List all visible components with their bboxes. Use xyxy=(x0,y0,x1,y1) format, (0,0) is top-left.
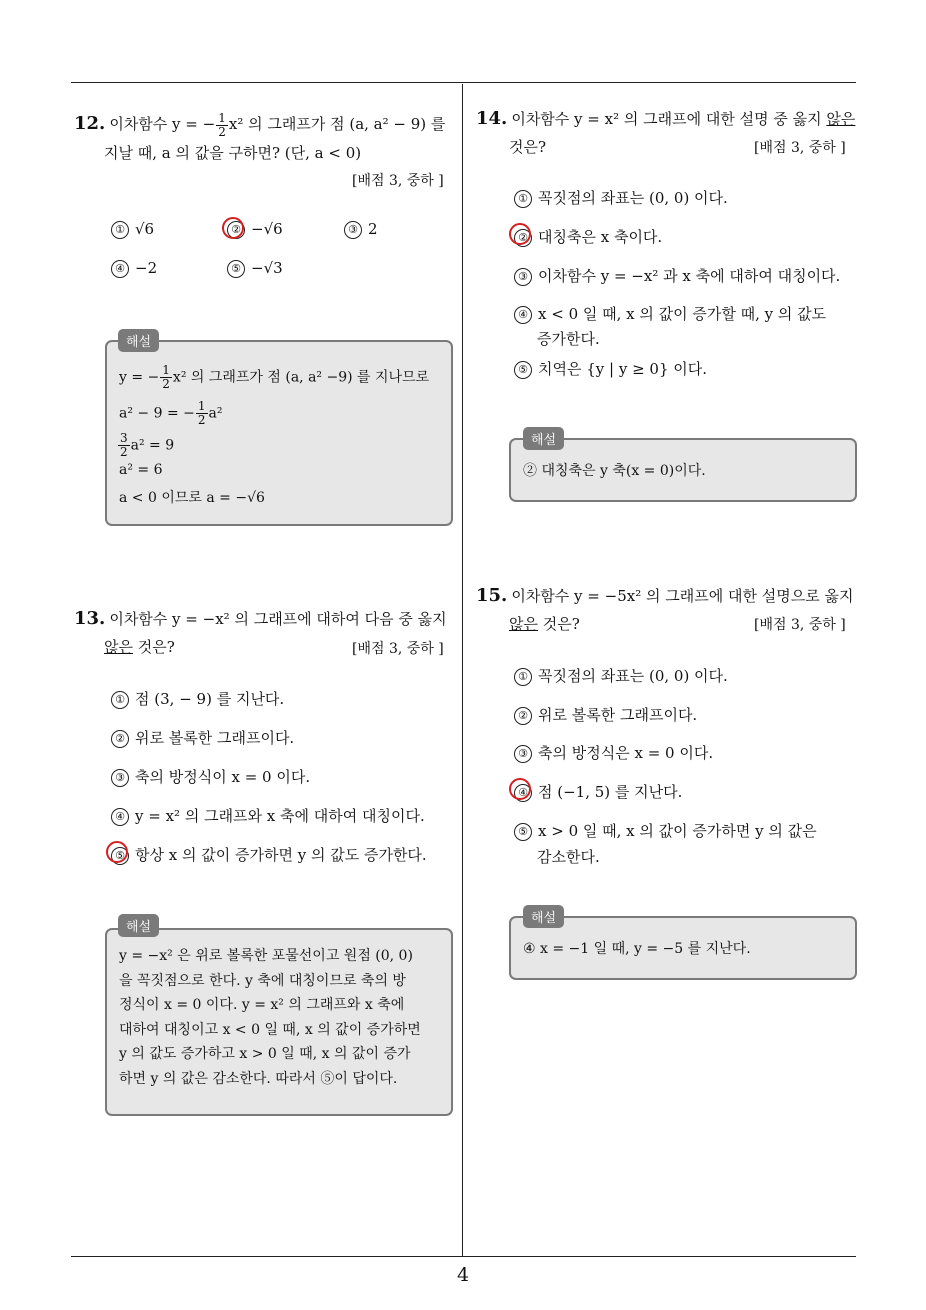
option-number: ① xyxy=(111,221,129,239)
option-number: ④ xyxy=(514,306,532,324)
option-number: ③ xyxy=(514,268,532,286)
q13-stem-2 xyxy=(104,633,175,661)
q14-option-4[interactable] xyxy=(514,303,826,324)
option-number: ③ xyxy=(514,745,532,763)
answer-mark xyxy=(222,217,244,239)
q14-number: 14. xyxy=(476,108,508,129)
solution-line: 하면 y 의 값은 감소한다. 따라서 ⑤이 답이다. xyxy=(119,1070,398,1087)
q12-stem-2: 지날 때, a 의 값을 구하면? (단, a < 0) xyxy=(104,144,362,162)
solution-line: 을 꼭짓점으로 한다. y 축에 대칭이므로 축의 방 xyxy=(119,972,406,989)
q12-option-5[interactable] xyxy=(227,259,283,278)
option-number: ① xyxy=(514,190,532,208)
sol-line-1 xyxy=(119,364,429,391)
option-text: 축의 방정식은 x = 0 이다. xyxy=(538,744,714,762)
option-number: ② xyxy=(514,229,532,247)
sol-text: a² − 9 = − xyxy=(119,405,195,422)
option-text: 2 xyxy=(368,220,378,238)
option-text: 점 (3, − 9) 를 지난다. xyxy=(135,690,285,708)
option-text: 위로 볼록한 그래프이다. xyxy=(538,706,698,724)
solution-line: y 의 값도 증가하고 x > 0 일 때, x 의 값이 증가 xyxy=(119,1046,411,1062)
q13-option-5[interactable] xyxy=(111,844,427,865)
q13-number: 13. xyxy=(74,608,106,629)
q13-text-b: 것은? xyxy=(132,638,175,656)
answer-mark xyxy=(509,223,531,245)
q14-option-5[interactable] xyxy=(514,358,707,379)
q15-number: 15. xyxy=(476,585,508,606)
q15-option-1[interactable] xyxy=(514,665,728,686)
answer-mark xyxy=(106,841,128,863)
option-number: ⑤ xyxy=(514,361,532,379)
option-text: 꼭짓점의 좌표는 (0, 0) 이다. xyxy=(538,189,728,207)
frac-den: 2 xyxy=(162,377,170,391)
option-text: 대칭축은 x 축이다. xyxy=(538,228,663,246)
underline-text: 않은 xyxy=(509,615,538,633)
q15-text-b: 것은? xyxy=(537,615,580,633)
q14-score: [배점 3, 중하 ] xyxy=(754,140,846,156)
frac-den: 2 xyxy=(120,445,128,459)
column-divider xyxy=(462,84,463,1256)
q14-text-a: 이차함수 y = x² 의 그래프에 대한 설명 중 옳지 xyxy=(511,110,822,128)
option-number: ④ xyxy=(111,260,129,278)
q13-solution-tag: 해설 xyxy=(118,914,159,937)
sol-fraction xyxy=(196,400,208,427)
q12-option-3[interactable] xyxy=(344,220,378,239)
top-rule xyxy=(71,82,856,83)
option-text: 축의 방정식이 x = 0 이다. xyxy=(135,768,311,786)
frac-den: 2 xyxy=(197,413,206,427)
frac-num: 3 xyxy=(120,431,128,445)
option-number: ① xyxy=(514,668,532,686)
sol-text: a² xyxy=(208,405,223,422)
solution-line: y = −x² 은 위로 볼록한 포물선이고 원점 (0, 0) xyxy=(119,948,413,964)
option-number: ③ xyxy=(111,769,129,787)
q15-solution-text: ④ x = −1 일 때, y = −5 를 지난다. xyxy=(523,941,751,957)
q14-solution-text: ② 대칭축은 y 축(x = 0)이다. xyxy=(523,463,706,479)
q15-solution-tag: 해설 xyxy=(523,905,564,928)
option-text: 꼭짓점의 좌표는 (0, 0) 이다. xyxy=(538,667,728,685)
q13-score: [배점 3, 중하 ] xyxy=(352,641,444,657)
sol-fraction xyxy=(118,432,130,459)
frac-den: 2 xyxy=(218,124,226,139)
sol-line-4: a² = 6 xyxy=(119,462,163,478)
q15-text-a: 이차함수 y = −5x² 의 그래프에 대한 설명으로 옳지 xyxy=(511,587,854,605)
underline-text: 않은 xyxy=(104,638,133,656)
q12-solution-tag: 해설 xyxy=(118,329,159,352)
q15-score: [배점 3, 중하 ] xyxy=(754,617,846,633)
solution-line: 정식이 x = 0 이다. y = x² 의 그래프와 x 축에 xyxy=(119,997,405,1013)
q13-option-3[interactable] xyxy=(111,766,310,787)
q15-option-2[interactable] xyxy=(514,704,697,725)
q13-solution-text xyxy=(119,944,439,1091)
sol-line-2 xyxy=(119,400,222,427)
sol-text: x² 의 그래프가 점 (a, a² −9) 를 지나므로 xyxy=(172,369,430,386)
sol-fraction xyxy=(160,364,172,391)
option-text: y = x² 의 그래프와 x 축에 대하여 대칭이다. xyxy=(135,807,425,825)
q15-option-4[interactable] xyxy=(514,781,682,802)
option-number: ② xyxy=(227,221,245,239)
q15-option-5[interactable] xyxy=(514,820,817,841)
option-number: ⑤ xyxy=(514,823,532,841)
option-number: ⑤ xyxy=(111,847,129,865)
option-text: x > 0 일 때, x 의 값이 증가하면 y 의 값은 xyxy=(538,822,817,840)
option-text: 점 (−1, 5) 를 지난다. xyxy=(538,783,683,801)
sol-line-3 xyxy=(117,432,174,459)
option-text: 치역은 {y | y ≥ 0} 이다. xyxy=(538,360,708,378)
q13-text-a: 이차함수 y = −x² 의 그래프에 대하여 다음 중 옳지 xyxy=(109,610,447,628)
frac-num: 1 xyxy=(197,399,206,413)
q15-option-5-cont: 감소한다. xyxy=(537,848,600,866)
q14-option-4-cont: 증가한다. xyxy=(537,330,600,348)
q12-score: [배점 3, 중하 ] xyxy=(352,173,444,189)
q12-text-b: x² 의 그래프가 점 (a, a² − 9) 를 xyxy=(228,115,446,133)
sol-text: y = − xyxy=(119,369,160,386)
option-text: √6 xyxy=(135,220,155,238)
option-text: 항상 x 의 값이 증가하면 y 의 값도 증가한다. xyxy=(135,846,427,864)
page-number: 4 xyxy=(456,1264,470,1286)
option-text: 위로 볼록한 그래프이다. xyxy=(135,729,295,747)
q12-solution-box xyxy=(105,340,453,526)
option-number: ② xyxy=(514,707,532,725)
q13-stem xyxy=(74,605,458,633)
q14-stem-2: 것은? xyxy=(509,138,547,156)
frac-num: 1 xyxy=(162,363,170,377)
option-number: ④ xyxy=(111,808,129,826)
option-number: ③ xyxy=(344,221,362,239)
solution-line: 대하여 대칭이고 x < 0 일 때, x 의 값이 증가하면 xyxy=(119,1021,421,1038)
q13-option-4[interactable] xyxy=(111,805,425,826)
q14-option-1[interactable] xyxy=(514,187,728,208)
answer-mark xyxy=(509,778,531,800)
bottom-rule xyxy=(71,1256,856,1257)
q12-option-1[interactable] xyxy=(111,220,154,239)
q14-option-2[interactable] xyxy=(514,226,662,247)
option-number: ① xyxy=(111,691,129,709)
option-text: −√3 xyxy=(251,259,283,277)
q12-fraction xyxy=(216,112,228,139)
option-number: ④ xyxy=(514,784,532,802)
q13-option-2[interactable] xyxy=(111,727,294,748)
q14-stem xyxy=(476,105,861,133)
option-text: −√6 xyxy=(251,220,283,238)
q13-solution-box xyxy=(105,928,453,1116)
q13-option-1[interactable] xyxy=(111,688,284,709)
q12-number: 12. xyxy=(74,113,106,134)
option-text: x < 0 일 때, x 의 값이 증가할 때, y 의 값도 xyxy=(538,305,827,323)
frac-num: 1 xyxy=(218,110,226,125)
q12-option-4[interactable] xyxy=(111,259,157,278)
underline-text: 않은 xyxy=(826,110,856,128)
q15-stem-2 xyxy=(509,610,580,638)
sol-text: a² = 9 xyxy=(130,437,175,454)
option-text: 이차함수 y = −x² 과 x 축에 대하여 대칭이다. xyxy=(538,267,841,285)
option-number: ② xyxy=(111,730,129,748)
q12-stem xyxy=(74,110,458,139)
q15-stem xyxy=(476,582,861,610)
q15-option-3[interactable] xyxy=(514,742,713,763)
option-text: −2 xyxy=(135,259,158,277)
sol-line-5: a < 0 이므로 a = −√6 xyxy=(119,490,265,506)
q12-text-a: 이차함수 y = − xyxy=(109,115,216,133)
q14-option-3[interactable] xyxy=(514,265,840,286)
q14-solution-tag: 해설 xyxy=(523,427,564,450)
option-number: ⑤ xyxy=(227,260,245,278)
